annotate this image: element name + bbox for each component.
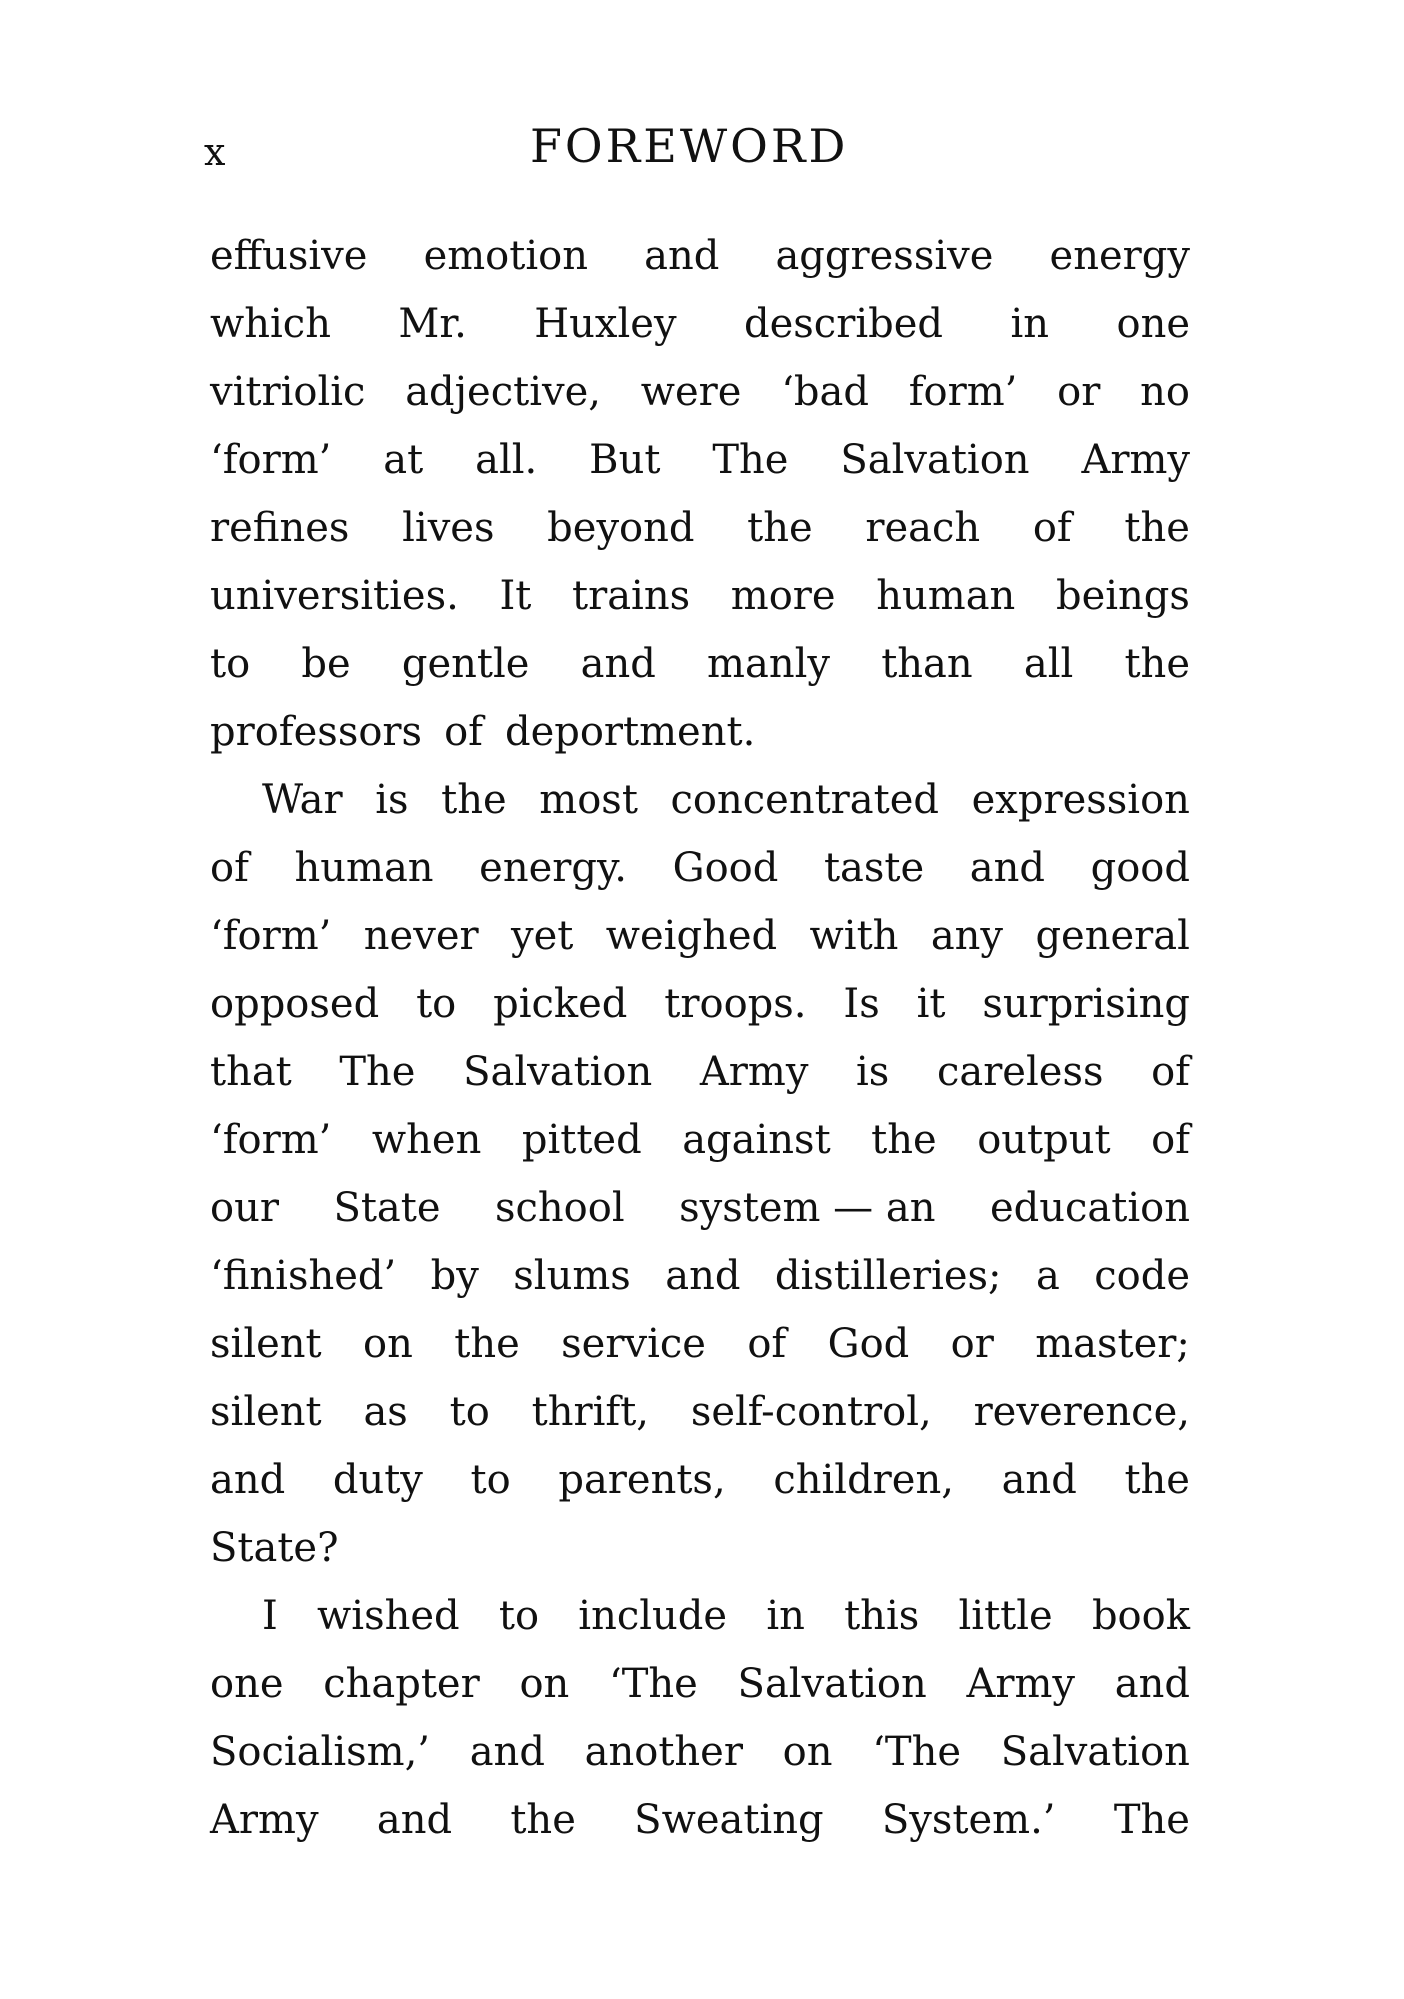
text-line xyxy=(210,698,1190,766)
word: form’ xyxy=(908,369,1018,415)
word: output xyxy=(977,1117,1111,1163)
word: the xyxy=(454,1321,520,1367)
word: by xyxy=(430,1253,479,1299)
text-line xyxy=(210,834,1190,902)
word: and xyxy=(376,1797,453,1843)
word: expression xyxy=(971,777,1190,823)
word: ‘The xyxy=(609,1661,698,1707)
word: The xyxy=(712,437,789,483)
word: chapter xyxy=(323,1661,480,1707)
word: duty xyxy=(332,1457,423,1503)
word: System.’ xyxy=(881,1797,1056,1843)
text-line xyxy=(210,1242,1190,1310)
word: on xyxy=(519,1661,570,1707)
word: energy xyxy=(1049,233,1190,279)
text-line xyxy=(210,358,1190,426)
word: adjective, xyxy=(405,369,601,415)
word: Army xyxy=(1081,437,1190,483)
word: a xyxy=(1035,1253,1060,1299)
word: school xyxy=(494,1185,625,1231)
text-line xyxy=(210,222,1190,290)
word: and xyxy=(210,1457,286,1503)
word: service xyxy=(561,1321,706,1367)
word: good xyxy=(1090,845,1190,891)
word: Army xyxy=(699,1049,809,1095)
word: and xyxy=(580,641,656,687)
word: this xyxy=(844,1593,920,1639)
running-head: FOREWORD xyxy=(530,119,849,173)
word: Army xyxy=(210,1797,319,1843)
word: ‘form’ xyxy=(210,913,332,959)
word: It xyxy=(499,573,532,619)
word: against xyxy=(682,1117,831,1163)
word: children, xyxy=(773,1457,954,1503)
word: weighed xyxy=(605,913,778,959)
word: all xyxy=(1023,641,1074,687)
text-line xyxy=(210,290,1190,358)
word: be xyxy=(301,641,351,687)
word: with xyxy=(809,913,899,959)
word: it xyxy=(916,981,946,1027)
word: our xyxy=(210,1185,279,1231)
word: the xyxy=(871,1117,937,1163)
word: Salvation xyxy=(463,1049,653,1095)
word: State? xyxy=(210,1525,339,1571)
word: master; xyxy=(1035,1321,1190,1367)
word: and xyxy=(469,1729,545,1775)
word: to xyxy=(416,981,457,1027)
text-line xyxy=(210,494,1190,562)
word: troops. xyxy=(664,981,807,1027)
word: book xyxy=(1091,1593,1190,1639)
word: effusive xyxy=(210,233,368,279)
text-line xyxy=(210,1378,1190,1446)
text-line xyxy=(210,1038,1190,1106)
word: Mr. xyxy=(398,301,467,347)
word: opposed xyxy=(210,981,380,1027)
word: at xyxy=(383,437,424,483)
word: Sweating xyxy=(634,1797,824,1843)
word: general xyxy=(1035,913,1190,959)
word: surprising xyxy=(982,981,1190,1027)
word: and xyxy=(1001,1457,1077,1503)
word: when xyxy=(371,1117,482,1163)
word: the xyxy=(1124,641,1190,687)
word: more xyxy=(730,573,836,619)
word: code xyxy=(1094,1253,1190,1299)
word: picked xyxy=(493,981,628,1027)
word: and xyxy=(665,1253,741,1299)
text-line xyxy=(210,1310,1190,1378)
word: yet xyxy=(511,913,574,959)
word: Is xyxy=(843,981,880,1027)
word: But xyxy=(589,437,661,483)
text-line xyxy=(210,1582,1190,1650)
word: another xyxy=(584,1729,743,1775)
word: most xyxy=(539,777,638,823)
body-text xyxy=(210,222,1190,1854)
word: in xyxy=(1010,301,1050,347)
word: and xyxy=(1114,1661,1190,1707)
word: education xyxy=(989,1185,1190,1231)
word: ‘bad xyxy=(781,369,869,415)
word: ‘form’ xyxy=(210,1117,332,1163)
word: ‘form’ xyxy=(210,437,332,483)
text-line xyxy=(210,1106,1190,1174)
word: gentle xyxy=(401,641,530,687)
word: no xyxy=(1140,369,1190,415)
word: on xyxy=(363,1321,413,1367)
text-line xyxy=(210,426,1190,494)
text-line xyxy=(210,1514,1190,1582)
word: pitted xyxy=(521,1117,642,1163)
word: and xyxy=(644,233,720,279)
word: vitriolic xyxy=(210,369,366,415)
text-line xyxy=(210,1718,1190,1786)
word: to xyxy=(210,641,251,687)
word: ‘finished’ xyxy=(210,1253,397,1299)
word: human xyxy=(876,573,1016,619)
word: Salvation xyxy=(737,1661,927,1707)
word: were xyxy=(640,369,742,415)
word: to xyxy=(449,1389,490,1435)
word: Socialism,’ xyxy=(210,1729,430,1775)
word: of xyxy=(1151,1117,1190,1163)
text-line xyxy=(210,562,1190,630)
word: refines xyxy=(210,505,350,551)
word: the xyxy=(747,505,813,551)
text-line xyxy=(210,902,1190,970)
text-line xyxy=(210,1446,1190,1514)
word: all. xyxy=(475,437,538,483)
word: manly xyxy=(707,641,830,687)
word: include xyxy=(578,1593,728,1639)
page-number: x xyxy=(204,130,227,174)
word: of xyxy=(747,1321,787,1367)
word: on xyxy=(782,1729,833,1775)
page-header xyxy=(0,118,1404,178)
word: of xyxy=(1151,1049,1190,1095)
word: human xyxy=(294,845,434,891)
word: one xyxy=(210,1661,284,1707)
word: described xyxy=(744,301,944,347)
word: never xyxy=(363,913,479,959)
text-line xyxy=(210,1650,1190,1718)
word: concentrated xyxy=(670,777,939,823)
word: to xyxy=(498,1593,540,1639)
word: War xyxy=(262,777,343,823)
word: any xyxy=(930,913,1004,959)
word: in xyxy=(766,1593,805,1639)
word: the xyxy=(441,777,507,823)
word: professors xyxy=(210,709,423,755)
word: as xyxy=(363,1389,408,1435)
word: is xyxy=(856,1049,890,1095)
text-line xyxy=(210,630,1190,698)
word: Good xyxy=(672,845,779,891)
word: is xyxy=(375,777,409,823)
word: to xyxy=(470,1457,511,1503)
text-line xyxy=(210,1174,1190,1242)
word: Army xyxy=(966,1661,1076,1707)
word: silent xyxy=(210,1389,322,1435)
word: the xyxy=(1124,1457,1190,1503)
word: The xyxy=(339,1049,416,1095)
word: The xyxy=(1113,1797,1190,1843)
word: reach xyxy=(865,505,981,551)
word: universities. xyxy=(210,573,459,619)
word: reverence, xyxy=(973,1389,1190,1435)
word: of xyxy=(210,845,249,891)
word: one xyxy=(1116,301,1190,347)
word: careless xyxy=(936,1049,1104,1095)
word: lives xyxy=(402,505,495,551)
word: the xyxy=(1124,505,1190,551)
word: energy. xyxy=(479,845,628,891)
word: God xyxy=(827,1321,910,1367)
word: that xyxy=(210,1049,292,1095)
word: taste xyxy=(823,845,925,891)
word: parents, xyxy=(558,1457,726,1503)
word: ‘The xyxy=(872,1729,962,1775)
word: wished xyxy=(317,1593,460,1639)
word: distilleries; xyxy=(774,1253,1002,1299)
word: trains xyxy=(572,573,691,619)
word: beings xyxy=(1055,573,1190,619)
word: or xyxy=(1057,369,1101,415)
word: of xyxy=(444,709,483,755)
text-line xyxy=(210,970,1190,1038)
word: State xyxy=(333,1185,441,1231)
word: self-control, xyxy=(690,1389,932,1435)
word: silent xyxy=(210,1321,322,1367)
word: thrift, xyxy=(531,1389,649,1435)
word: system — an xyxy=(679,1185,936,1231)
word: than xyxy=(881,641,973,687)
word: deportment. xyxy=(504,709,756,755)
word: Salvation xyxy=(1000,1729,1190,1775)
word: which xyxy=(210,301,331,347)
text-line xyxy=(210,766,1190,834)
word: aggressive xyxy=(775,233,994,279)
word: little xyxy=(958,1593,1053,1639)
word: I xyxy=(262,1593,278,1639)
word: or xyxy=(950,1321,994,1367)
word: Huxley xyxy=(534,301,677,347)
word: and xyxy=(969,845,1045,891)
word: beyond xyxy=(547,505,695,551)
word: slums xyxy=(513,1253,631,1299)
word: emotion xyxy=(423,233,588,279)
word: of xyxy=(1032,505,1072,551)
text-line xyxy=(210,1786,1190,1854)
word: Salvation xyxy=(840,437,1030,483)
word: the xyxy=(510,1797,576,1843)
